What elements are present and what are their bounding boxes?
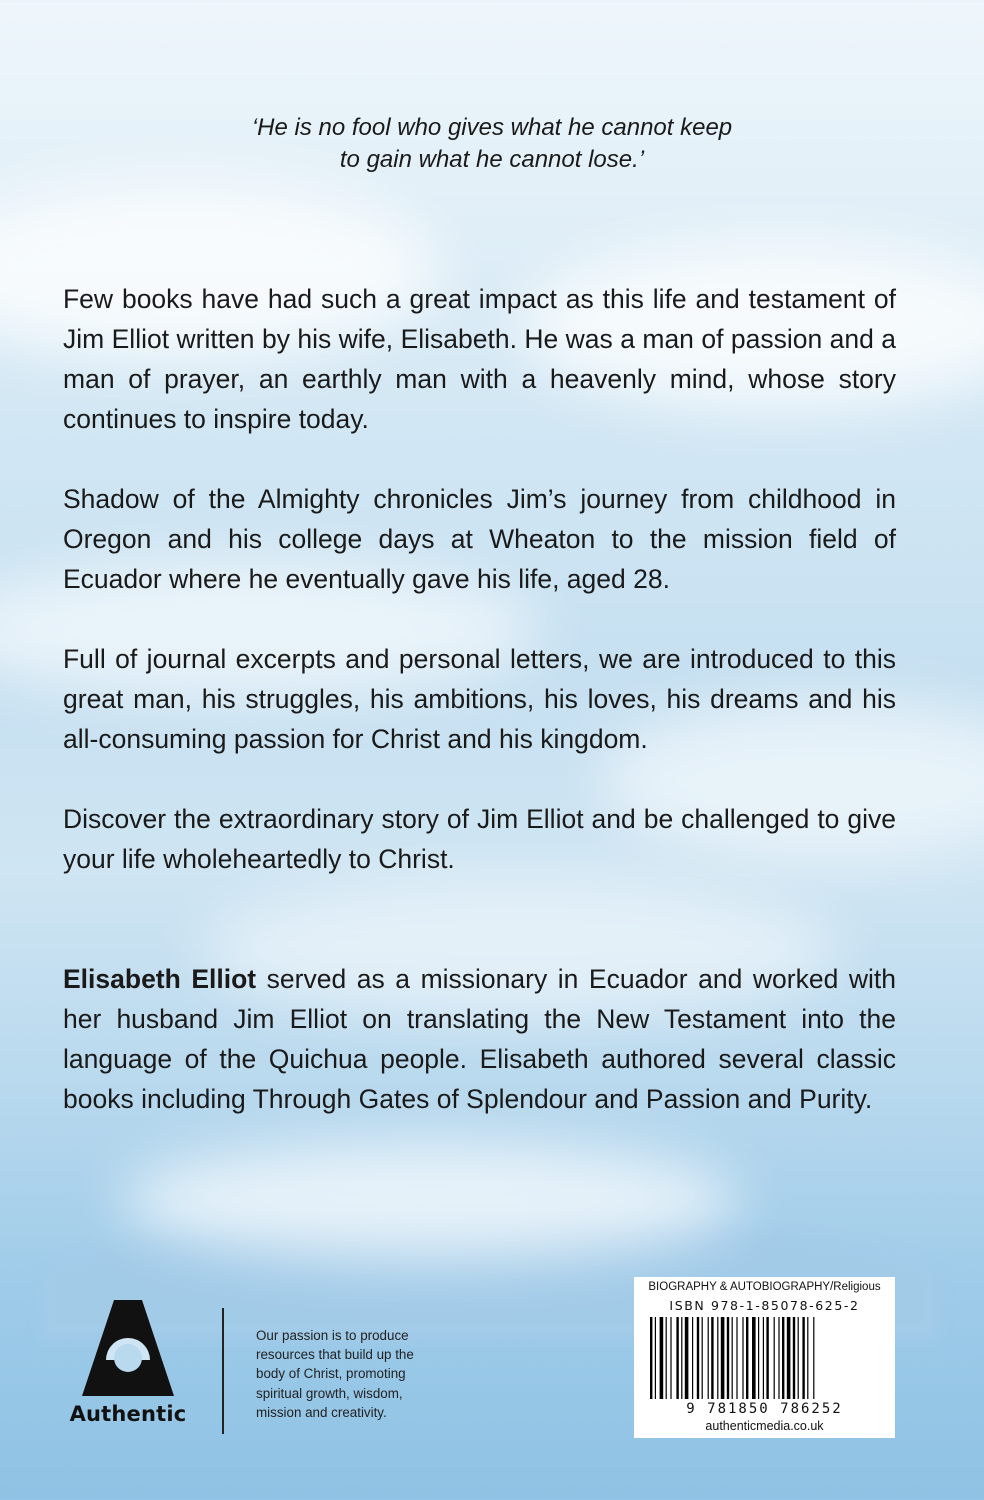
barcode-bar xyxy=(685,1317,689,1399)
description-paragraph xyxy=(63,479,896,599)
barcode-bar xyxy=(655,1317,656,1399)
barcode-panel xyxy=(634,1277,895,1438)
book-title: Shadow of the Almighty xyxy=(63,484,360,514)
quote-line: ‘He is no fool who gives what he cannot keep xyxy=(251,114,733,141)
description-paragraph: Discover the extraordinary story of Jim Elliot and be challenged to give your life wholeheartedly to Christ. xyxy=(63,804,896,874)
barcode-bar xyxy=(774,1317,775,1399)
isbn-label: ISBN 978-1-85078-625-2 xyxy=(669,1298,860,1313)
author-name: Elisabeth Elliot xyxy=(63,964,257,994)
barcode-bar xyxy=(742,1317,743,1399)
barcode-bar xyxy=(798,1317,799,1399)
barcode-bar xyxy=(660,1317,664,1399)
barcode-bar xyxy=(736,1317,737,1399)
category-label: BIOGRAPHY & AUTOBIOGRAPHY/Religious xyxy=(648,1281,881,1293)
paragraph-text: chronicles Jim’s journey from childhood in Oregon and his college days at Wheaton to the mission field of Ecuador where he eventually gave his life, aged 28. xyxy=(63,484,896,594)
barcode-icon xyxy=(648,1317,880,1409)
barcode-bar xyxy=(666,1317,667,1399)
barcode-bar xyxy=(763,1317,764,1399)
other-book-titles: Through Gates of Splendour and Passion and Purity xyxy=(252,1084,865,1114)
divider xyxy=(222,1308,224,1434)
quote-line: to gain what he cannot lose.’ xyxy=(339,146,645,173)
publisher-name: Authentic xyxy=(69,1402,187,1426)
barcode-bar xyxy=(782,1317,784,1399)
barcode-bar xyxy=(717,1317,718,1399)
barcode-bar xyxy=(802,1317,804,1399)
barcode-bar xyxy=(721,1317,725,1399)
publisher-tagline: Our passion is to produce resources that build up the body of Christ, promoting spiritual growth, wisdom, mission and creativity. xyxy=(256,1328,414,1420)
epigraph-quote xyxy=(0,112,984,176)
barcode-bar xyxy=(752,1317,756,1399)
bio-end: . xyxy=(864,1084,873,1114)
author-bio xyxy=(63,959,896,1119)
barcode-bar xyxy=(650,1317,652,1399)
barcode-bar xyxy=(766,1317,768,1399)
barcode-bar xyxy=(697,1317,699,1399)
barcode-bar xyxy=(746,1317,748,1399)
barcode-bar xyxy=(708,1317,709,1399)
barcode-bar xyxy=(807,1317,808,1399)
barcode-bar xyxy=(793,1317,795,1399)
cloud-shape xyxy=(120,1140,740,1260)
barcode-bar xyxy=(758,1317,759,1399)
barcode-bar xyxy=(732,1317,733,1399)
barcode-bar xyxy=(676,1317,678,1399)
barcode-bar xyxy=(711,1317,713,1399)
barcode-bar xyxy=(787,1317,791,1399)
barcode-bar xyxy=(727,1317,729,1399)
barcode-bar xyxy=(670,1317,671,1399)
barcode-bar xyxy=(681,1317,682,1399)
description-paragraph: Full of journal excerpts and personal letters, we are introduced to this great man, his struggles, his ambitions, his loves, his dreams and his all-consuming passion for Christ and his kingdom. xyxy=(63,644,896,754)
description-paragraph: Few books have had such a great impact as this life and testament of Jim Elliot written by his wife, Elisabeth. He was a man of passion and a man of prayer, an earthly man with a heavenly mind, whose story continues to inspire today. xyxy=(63,284,896,434)
barcode-number: 9 781850 786252 xyxy=(686,1401,843,1417)
barcode-bar xyxy=(778,1317,779,1399)
publisher-url: authenticmedia.co.uk xyxy=(705,1419,824,1433)
barcode-bar xyxy=(692,1317,693,1399)
barcode-bar xyxy=(813,1317,814,1399)
barcode-bar xyxy=(702,1317,703,1399)
bio-text: served as a missionary in Ecuador and worked with her husband Jim Elliot on translating the New Testament into the language of the Quichua people. Elisabeth authored several classic books including xyxy=(63,964,897,1114)
